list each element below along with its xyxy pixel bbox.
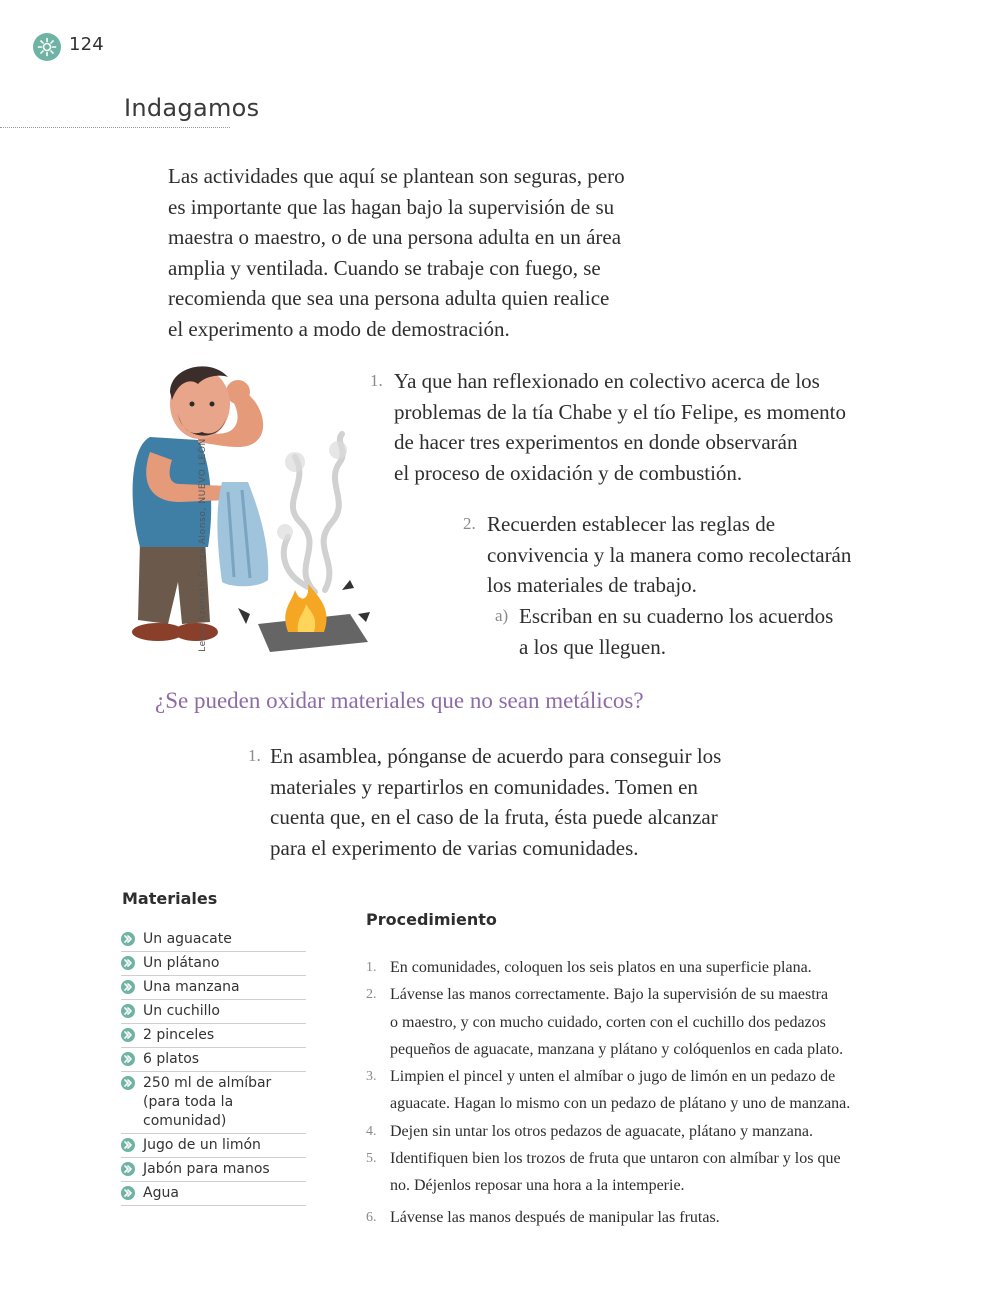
step-2-line: los materiales de trabajo. xyxy=(487,573,697,598)
procedure-step-line: Limpien el pincel y unten el almíbar o jugo de limón en un pedazo de xyxy=(390,1068,836,1086)
material-label: 6 platos xyxy=(143,1051,200,1067)
sun-icon xyxy=(37,37,57,57)
material-label: Jugo de un limón xyxy=(143,1137,261,1153)
materials-heading: Materiales xyxy=(122,889,218,908)
procedure-step-number: 4. xyxy=(366,1123,377,1139)
material-item xyxy=(121,1158,306,1182)
intro-paragraph xyxy=(168,161,625,345)
material-item xyxy=(121,1134,306,1158)
material-item xyxy=(121,1048,306,1072)
procedure-step-line: pequeños de aguacate, manzana y plátano y colóquenlos en cada plato. xyxy=(390,1040,844,1058)
procedure-step xyxy=(366,1063,926,1118)
worried-man-fire-illustration xyxy=(110,352,390,662)
procedure-step-line: Dejen sin untar los otros pedazos de aguacate, plátano y manzana. xyxy=(390,1122,813,1140)
procedure-step-line: Identifiquen bien los trozos de fruta que untaron con almíbar y los que xyxy=(390,1150,841,1168)
procedure-heading: Procedimiento xyxy=(366,910,497,929)
assembly-paragraph xyxy=(270,741,721,863)
procedure-step-line: o maestro, y con mucho cuidado, corten con el cuchillo dos pedazos xyxy=(390,1013,826,1031)
procedure-step xyxy=(366,1204,926,1231)
intro-line: recomienda que sea una persona adulta quien realice xyxy=(168,286,610,311)
arrow-bullet-icon xyxy=(121,1004,135,1018)
material-label: Jabón para manos xyxy=(143,1161,270,1177)
procedure-step-number: 5. xyxy=(366,1151,377,1167)
procedure-step-number: 2. xyxy=(366,987,377,1003)
material-label: Agua xyxy=(143,1185,179,1201)
arrow-bullet-icon xyxy=(121,1162,135,1176)
assembly-line: materiales y repartirlos en comunidades. Tomen en xyxy=(270,774,698,799)
intro-line: amplia y ventilada. Cuando se trabaje con fuego, se xyxy=(168,255,601,280)
material-label: Un plátano xyxy=(143,955,220,971)
materials-list xyxy=(121,928,306,1206)
intro-line: Las actividades que aquí se plantean son seguras, pero xyxy=(168,164,625,188)
procedure-step xyxy=(366,1145,926,1200)
procedure-step-line: aguacate. Hagan lo mismo con un pedazo de plátano y uno de manzana. xyxy=(390,1095,851,1113)
material-item xyxy=(121,952,306,976)
step-1-line: de hacer tres experimentos en donde observarán xyxy=(394,430,798,455)
material-label: Una manzana xyxy=(143,979,240,995)
material-label: 250 ml de almíbar xyxy=(143,1075,272,1091)
step-number: 2. xyxy=(463,514,476,533)
illustration-credit: Leyla Azeneth Garza Alonso, NUEVO LEÓN xyxy=(198,438,208,652)
material-item xyxy=(121,1024,306,1048)
procedure-step-number: 6. xyxy=(366,1209,377,1225)
procedure-step-line: Lávense las manos después de manipular las frutas. xyxy=(390,1208,720,1226)
substep-letter: a) xyxy=(495,606,509,625)
assembly-line: En asamblea, pónganse de acuerdo para conseguir los xyxy=(270,744,722,768)
step-2a-line: a los que lleguen. xyxy=(519,634,666,659)
step-1-line: problemas de la tía Chabe y el tío Felipe, es momento xyxy=(394,399,846,424)
material-note: (para toda la comunidad) xyxy=(143,1094,234,1129)
material-item xyxy=(121,1072,306,1134)
arrow-bullet-icon xyxy=(121,1076,135,1090)
intro-line: el experimento a modo de demostración. xyxy=(168,316,510,341)
material-item xyxy=(121,928,306,952)
assembly-line: cuenta que, en el caso de la fruta, ésta puede alcanzar xyxy=(270,805,718,830)
procedure-list xyxy=(366,954,926,1231)
arrow-bullet-icon xyxy=(121,932,135,946)
page-number: 124 xyxy=(69,34,104,55)
intro-line: es importante que las hagan bajo la supervisión de su xyxy=(168,194,615,219)
procedure-step-number: 1. xyxy=(366,960,377,975)
step-2-line: convivencia y la manera como recolectarán xyxy=(487,542,852,567)
intro-line: maestra o maestro, o de una persona adulta en un área xyxy=(168,225,622,250)
material-label: Un cuchillo xyxy=(143,1003,220,1019)
material-item xyxy=(121,1000,306,1024)
step-2-line: Recuerden establecer las reglas de xyxy=(487,512,776,536)
page-badge-icon xyxy=(33,33,61,61)
assembly-number: 1. xyxy=(248,746,261,765)
procedure-step xyxy=(366,1118,926,1145)
procedure-step-line: En comunidades, coloquen los seis platos en una superficie plana. xyxy=(390,959,812,976)
arrow-bullet-icon xyxy=(121,956,135,970)
step-number: 1. xyxy=(370,371,383,390)
step-1-line: el proceso de oxidación y de combustión. xyxy=(394,460,743,485)
procedure-step xyxy=(366,954,926,981)
material-item xyxy=(121,1182,306,1206)
arrow-bullet-icon xyxy=(121,1186,135,1200)
material-label: Un aguacate xyxy=(143,931,232,947)
arrow-bullet-icon xyxy=(121,980,135,994)
step-2-text xyxy=(487,509,851,601)
section-title: Indagamos xyxy=(124,94,260,122)
step-1-text xyxy=(394,366,846,488)
step-1-line: Ya que han reflexionado en colectivo acerca de los xyxy=(394,369,820,393)
procedure-step xyxy=(366,981,926,1063)
material-label: 2 pinceles xyxy=(143,1027,215,1043)
assembly-line: para el experimento de varias comunidades. xyxy=(270,835,639,860)
step-2a-text xyxy=(519,601,833,662)
procedure-step-line: no. Déjenlos reposar una hora a la intemperie. xyxy=(390,1177,685,1195)
section-title-underline xyxy=(0,127,230,128)
arrow-bullet-icon xyxy=(121,1028,135,1042)
question-heading: ¿Se pueden oxidar materiales que no sean metálicos? xyxy=(155,688,644,713)
arrow-bullet-icon xyxy=(121,1138,135,1152)
step-2a-line: Escriban en su cuaderno los acuerdos xyxy=(519,604,834,628)
procedure-step-line: Lávense las manos correctamente. Bajo la supervisión de su maestra xyxy=(390,986,829,1004)
procedure-step-number: 3. xyxy=(366,1069,377,1085)
arrow-bullet-icon xyxy=(121,1052,135,1066)
material-item xyxy=(121,976,306,1000)
